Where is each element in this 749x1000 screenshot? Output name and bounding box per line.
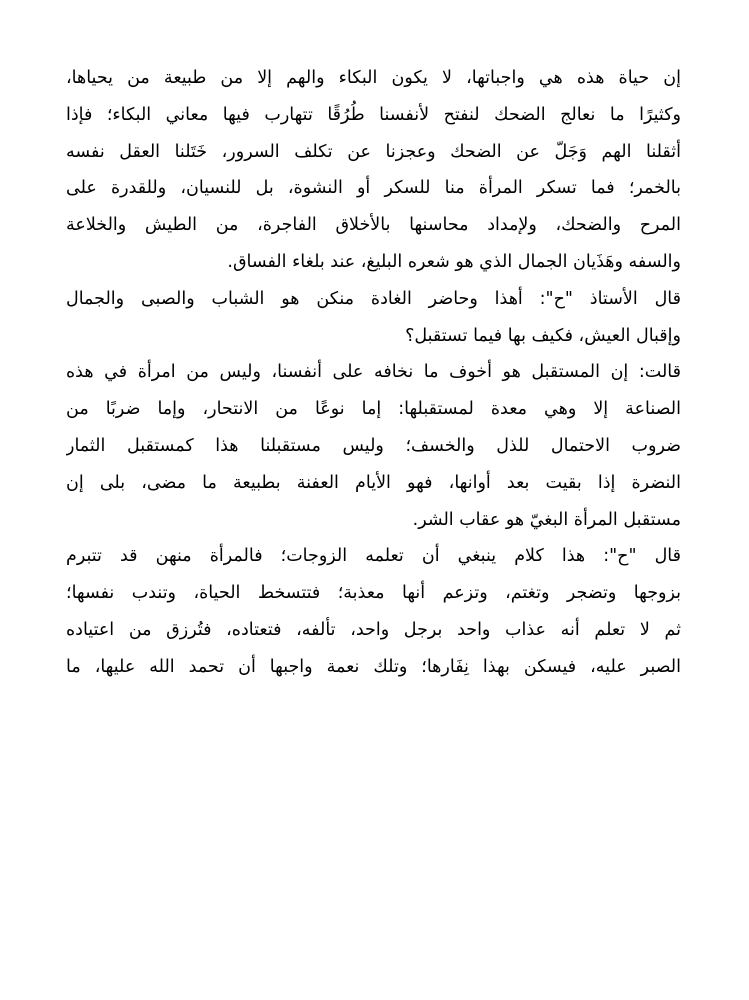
document-body: [66, 60, 681, 686]
text-line: وكثيرًا ما نعالج الضحك لنفتح لأنفسنا طُرُقًا تتهارب فيها معاني البكاء؛ فإذا: [66, 104, 681, 125]
text-line: بزوجها وتضجر وتغتم، وتزعم أنها معذبة؛ فتتسخط الحياة، وتندب نفسها؛: [66, 583, 681, 604]
text-line: ضروب الاحتمال للذل والخسف؛ وليس مستقبلنا هذا كمستقبل الثمار: [66, 435, 681, 456]
text-line: قال الأستاذ "ح": أهذا وحاضر الغادة منكن هو الشباب والصبى والجمال: [66, 288, 681, 309]
text-line: أثقلنا الهم وَجَلّ عن الضحك وعجزنا عن تكلف السرور، خَتَلنا العقل نفسه: [66, 141, 681, 162]
paragraph-4: [66, 538, 681, 685]
text-line: قالت: إن المستقبل هو أخوف ما نخافه على أنفسنا، وليس من امرأة في هذه: [66, 362, 681, 383]
paragraph-2: [66, 281, 681, 355]
text-line: مستقبل المرأة البغيّ هو عقاب الشر.: [412, 509, 681, 530]
paragraph-3: [66, 354, 681, 538]
text-line: الصبر عليه، فيسكن بهذا نِفَارها؛ وتلك نعمة واجبها أن تحمد الله عليها، ما: [66, 656, 681, 677]
paragraph-1: [66, 60, 681, 281]
text-line: قال "ح": هذا كلام ينبغي أن تعلمه الزوجات؛ فالمرأة منهن قد تتبرم: [66, 546, 681, 567]
text-line: النضرة إذا بقيت بعد أوانها، فهو الأيام العفنة بطبيعة ما مضى، بلى إن: [66, 472, 681, 493]
text-line: إن حياة هذه هي واجباتها، لا يكون البكاء والهم إلا من طبيعة من يحياها،: [66, 68, 681, 88]
text-line: وإقبال العيش، فكيف بها فيما تستقبل؟: [405, 325, 681, 346]
text-line: ثم لا تعلم أنه عذاب واحد برجل واحد، تألفه، فتعتاده، فتُرزق من اعتياده: [66, 619, 681, 640]
text-line: الصناعة إلا وهي معدة لمستقبلها: إما نوعًا من الانتحار، وإما ضربًا من: [66, 399, 681, 420]
text-line: المرح والضحك، ولإمداد محاسنها بالأخلاق الفاجرة، من الطيش والخلاعة: [66, 215, 681, 236]
text-line: والسفه وهَذَيان الجمال الذي هو شعره البليغ، عند بلغاء الفساق.: [227, 251, 681, 272]
text-line: بالخمر؛ فما تسكر المرأة منا للسكر أو النشوة، بل للنسيان، وللقدرة على: [66, 178, 681, 199]
